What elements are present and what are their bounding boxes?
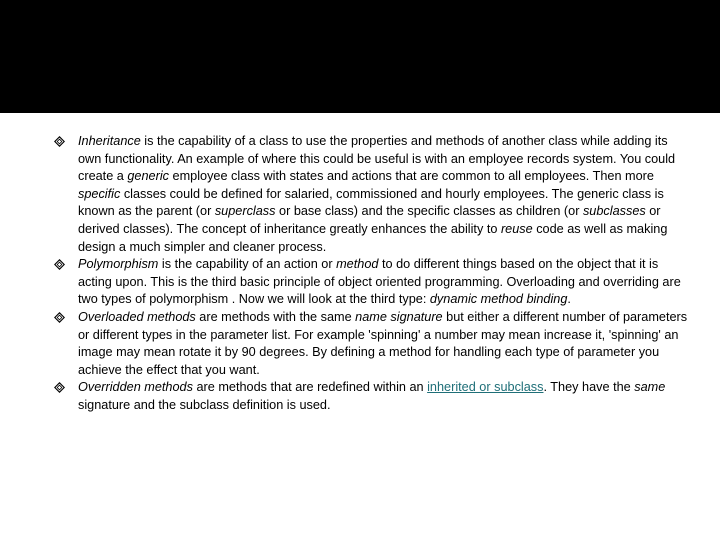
inherited-or-subclass-link[interactable]: inherited or subclass (427, 380, 544, 395)
body-text: code as well as making design a much simpler and cleaner process. (78, 221, 668, 254)
title-band (0, 0, 720, 113)
body-text: employee class with states and actions that are common to all employees. Then more (169, 169, 654, 184)
hollow-diamond-icon (54, 136, 65, 147)
emphasized-term: Overloaded methods (78, 309, 196, 324)
bullet-list (54, 133, 694, 415)
bullet-overridden-methods (54, 379, 694, 414)
emphasized-term: specific (78, 186, 121, 201)
body-text: . (567, 292, 571, 307)
body-text: or derived classes). The concept of inheritance greatly enhances the ability to (78, 204, 661, 236)
emphasized-term: name signature (355, 309, 443, 324)
body-text: . They have the (543, 380, 635, 395)
body-text: is the capability of an action or (158, 257, 337, 272)
emphasized-term: same (634, 380, 666, 395)
body-text: are methods with the same (195, 309, 356, 324)
bullet-overloaded-methods (54, 309, 694, 379)
hollow-diamond-icon (54, 382, 65, 393)
emphasized-term: subclasses (582, 204, 646, 219)
body-text: classes could be defined for salaried, commissioned and hourly employees. The generic class is known as the parent (or (78, 186, 664, 219)
emphasized-term: Overridden methods (78, 380, 193, 395)
hollow-diamond-icon (54, 259, 65, 270)
emphasized-term: method (336, 257, 379, 272)
emphasized-term: superclass (214, 204, 276, 219)
bullet-polymorphism (54, 256, 694, 309)
body-text: or base class) and the specific classes as children (or (275, 204, 583, 219)
body-text: are methods that are redefined within an (192, 380, 428, 395)
emphasized-term: dynamic method binding (429, 292, 568, 307)
emphasized-term: Polymorphism (78, 257, 159, 272)
body-text: to do different things based on the object that it is acting upon. This is the third basic principle of object oriented programming. Overloading and overriding are two types of polymorphism . Now we will look at the third type: (78, 257, 681, 307)
bullet-inheritance (54, 133, 694, 256)
emphasized-term: generic (127, 169, 169, 184)
body-text: but either a different number of parameters or different types in the parameter list. For example 'spinning' a number may mean increase it, 'spinning' an image may mean rotate it by 90 degrees. By defining a method for handling each type of parameter you achieve the effect that you want. (78, 309, 688, 377)
emphasized-term: Inheritance (78, 134, 141, 148)
body-text: signature and the subclass definition is used. (78, 397, 331, 412)
hollow-diamond-icon (54, 312, 65, 323)
body-text: is the capability of a class to use the properties and methods of another class while adding its own functionality. An example of where this could be useful is with an employee records system. You could create a (78, 134, 676, 184)
emphasized-term: reuse (500, 221, 533, 236)
